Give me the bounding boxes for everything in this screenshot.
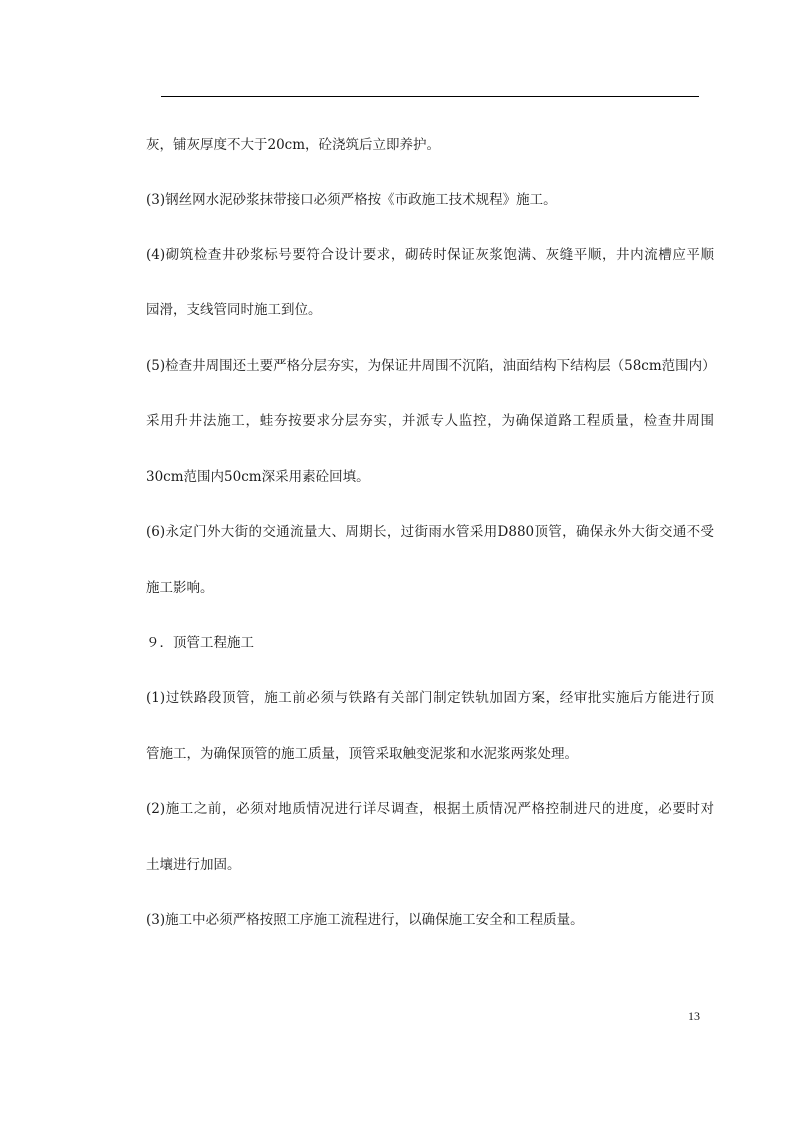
text-line-5: (5)检查井周围还土要严格分层夯实，为保证井周围不沉陷，油面结构下结构层（58cm范围内） — [146, 358, 716, 374]
section-heading: ９．顶管工程施工 — [146, 635, 254, 651]
text-line-8: (6)永定门外大街的交通流量大、周期长，过街雨水管采用D880顶管，确保永外大街交通不受 — [146, 524, 714, 540]
text-line-6: 采用升井法施工，蛙夯按要求分层夯实，并派专人监控，为确保道路工程质量，检查井周围 — [146, 413, 714, 429]
text-line-9: 施工影响。 — [146, 580, 214, 596]
text-line-14: 土壤进行加固。 — [146, 857, 241, 873]
text-line-13: (2)施工之前，必须对地质情况进行详尽调查，根据土质情况严格控制进尺的进度，必要时对 — [146, 801, 714, 817]
text-line-1: 灰，铺灰厚度不大于20cm，砼浇筑后立即养护。 — [146, 137, 441, 153]
header-rule — [161, 96, 699, 97]
text-line-11: (1)过铁路段顶管，施工前必须与铁路有关部门制定铁轨加固方案，经审批实施后方能进行顶 — [146, 690, 714, 706]
page-number: 13 — [688, 1009, 700, 1023]
text-line-12: 管施工，为确保顶管的施工质量，顶管采取触变泥浆和水泥浆两浆处理。 — [146, 746, 578, 762]
text-line-4: 园滑，支线管同时施工到位。 — [146, 302, 322, 318]
text-line-2: (3)钢丝网水泥砂浆抹带接口必须严格按《市政施工技术规程》施工。 — [146, 192, 557, 208]
text-line-7: 30cm范围内50cm深采用素砼回填。 — [146, 469, 370, 485]
text-line-15: (3)施工中必须严格按照工序施工流程进行，以确保施工安全和工程质量。 — [146, 912, 584, 928]
text-line-3: (4)砌筑检查井砂浆标号要符合设计要求，砌砖时保证灰浆饱满、灰缝平顺，井内流槽应平顺 — [146, 247, 714, 263]
